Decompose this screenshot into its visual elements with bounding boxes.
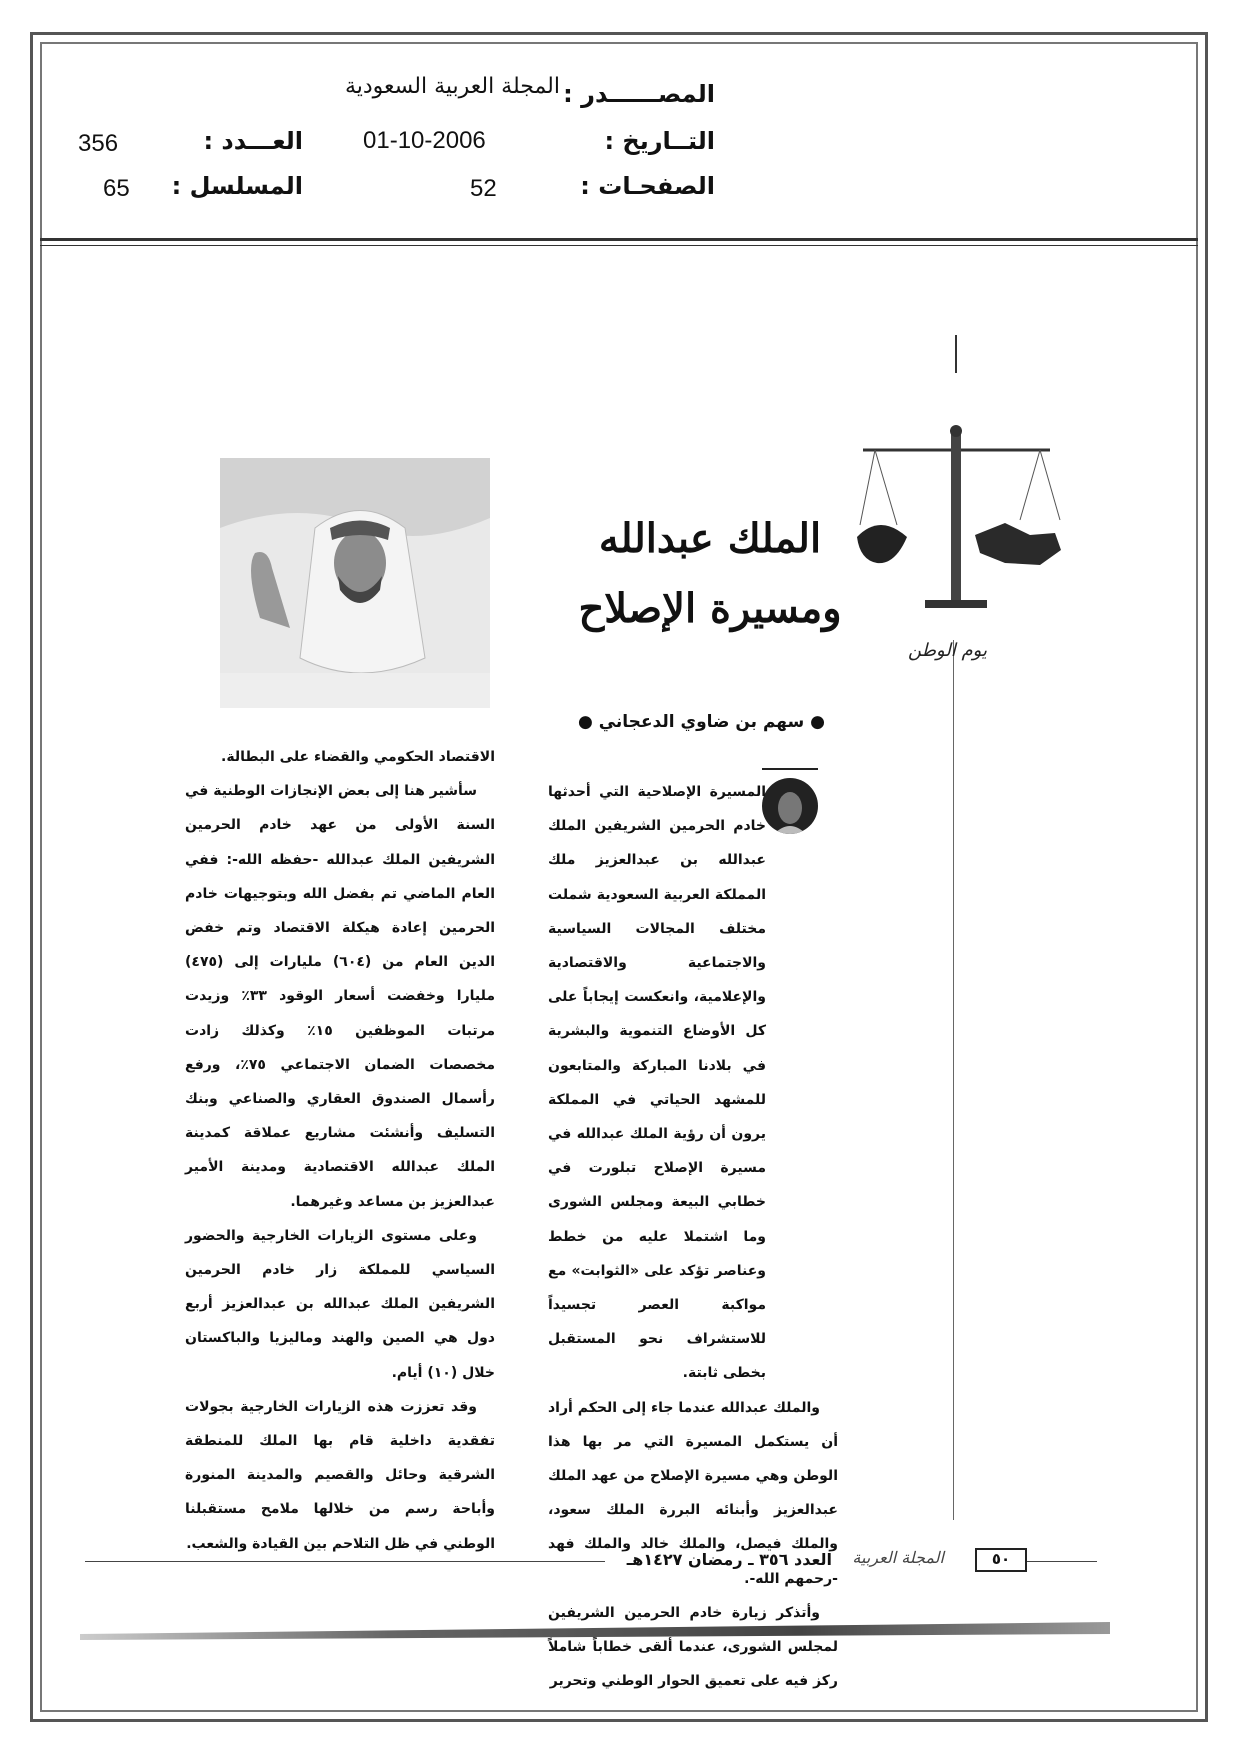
left-paragraph: سأشير هنا إلى بعض الإنجازات الوطنية في السنة الأولى من عهد خادم الحرمين الشريفين الملك عبدالله -حفظه الله-: ففي العام الماضي تم بفضل الله وبتوجيهات خادم الحرمين إعادة هيكلة الاقتصاد وتم خفض الدين العام من (٦٠٤) مليارات إلى (٤٧٥) مليارا وخفضت أسعار الوقود ٣٣٪ وزيدت مرتبات الموظفين ١٥٪ وكذلك زادت مخصصات الضمان الاجتماعي ٧٥٪، ورفع رأسمال الصندوق العقاري والصناعي وبنك التسليف وأنشئت مشاريع عملاقة كمدينة الملك عبدالله الاقتصادية ومدينة الأمير عبدالعزيز بن مساعد وغيرهما.	[185, 783, 496, 1210]
footer-issue: العدد ٣٥٦ ـ رمضان ١٤٢٧هـ	[626, 1550, 832, 1569]
footer-rule	[85, 1561, 605, 1562]
avatar-rule	[762, 768, 818, 770]
issue-label: العـــدد :	[203, 127, 303, 155]
page-number: ٥٠	[975, 1548, 1027, 1572]
page-edge-shadow	[80, 1612, 1110, 1648]
left-paragraph: وقد تعززت هذه الزيارات الخارجية بجولات تفقدية داخلية قام بها الملك للمنطقة الشرقية وحائل والقصيم والمدينة المنورة وأباحة رسم من خلالها ملامح مستقبلنا الوطني في ظل التلاحم بين القيادة والشعب.	[185, 1398, 495, 1552]
issue-value: 356	[78, 130, 119, 157]
pages-label: الصفحـات :	[580, 172, 715, 200]
scales-of-justice-icon	[855, 425, 1065, 625]
left-paragraph: وعلى مستوى الزيارات الخارجية والحضور السياسي للمملكة زار خادم الحرمين الشريفين الملك عبدالله بن عبدالعزيز أربع دول هي الصين والهند وماليزيا والباكستان خلال (١٠) أيام.	[185, 1227, 495, 1381]
top-rule	[955, 335, 957, 373]
serial-value: 65	[103, 175, 130, 202]
date-value: 01-10-2006	[363, 127, 486, 154]
footer-rule-right	[1027, 1561, 1097, 1562]
article-title-line2: ومسيرة الإصلاح	[578, 585, 842, 632]
right-paragraph: والملك عبدالله عندما جاء إلى الحكم أراد أن يستكمل المسيرة التي مر بها هذا الوطن وهي مسيرة الإصلاح من عهد الملك عبدالعزيز وأبنائه البررة الملك سعود، والملك فيصل، والملك خالد والملك فهد -رحمهم الله-.	[548, 1399, 838, 1587]
header-divider-thin	[40, 245, 1198, 246]
header-divider	[40, 238, 1198, 241]
footer-magazine: المجلة العربية	[852, 1548, 944, 1567]
pages-value: 52	[470, 175, 497, 202]
article-byline: ● سهم بن ضاوي الدعجاني ●	[577, 712, 825, 732]
article-title-line1: الملك عبدالله	[598, 515, 822, 562]
right-paragraph: المسيرة الإصلاحية التي أحدثها خادم الحرمين الشريفين الملك عبدالله بن عبدالعزيز ملك المملكة العربية السعودية شملت مختلف المجالات السياسية والاجتماعية والاقتصادية والإعلامية، وانعكست إيجاباً على كل الأوضاع التنموية والبشرية في بلادنا المباركة والمتابعون للمشهد الحياتي في المملكة يرون أن رؤية الملك عبدالله في مسيرة الإصلاح تبلورت في خطابي البيعة ومجلس الشورى وما اشتملا عليه من خطط وعناصر تؤكد على «الثوابت» مع مواكبة العصر تجسيداً للاستشراف نحو المستقبل بخطى ثابتة.	[548, 784, 766, 1382]
serial-label: المسلسل :	[171, 172, 303, 200]
left-paragraph: الاقتصاد الحكومي والقضاء على البطالة.	[221, 749, 495, 765]
source-label: المصــــــدر :	[563, 80, 715, 108]
article-left-column	[185, 740, 495, 1561]
column-rule	[953, 640, 954, 1520]
section-label: يوم الوطن	[908, 640, 987, 661]
king-abdullah-photo	[220, 458, 490, 708]
date-label: التــاريخ :	[604, 127, 715, 155]
source-value: المجلة العربية السعودية	[344, 74, 560, 99]
right-paragraph: وأتذكر زيارة خادم الحرمين الشريفين لمجلس الشورى، عندما ألقى خطاباً شاملاً ركز فيه على تعميق الحوار الوطني وتحرير	[548, 1604, 838, 1690]
